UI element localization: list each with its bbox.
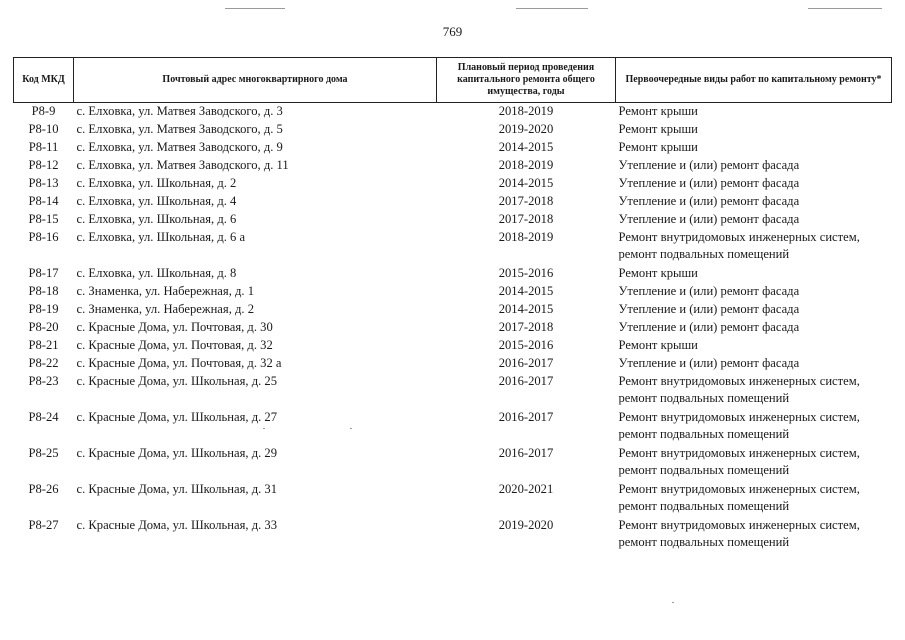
priority-works: Ремонт внутридомовых инженерных систем, ремонт подвальных помещений <box>618 518 860 549</box>
house-address: с. Красные Дома, ул. Школьная, д. 27 <box>76 410 278 424</box>
house-address: с. Красные Дома, ул. Школьная, д. 31 <box>76 482 278 496</box>
repair-period: 2017-2018 <box>498 212 554 226</box>
mkd-code: Р8-15 <box>28 212 59 226</box>
priority-works: Утепление и (или) ремонт фасада <box>618 176 800 190</box>
house-address: с. Елховка, ул. Школьная, д. 8 <box>76 266 237 280</box>
repair-period: 2017-2018 <box>498 194 554 208</box>
repair-period: 2015-2016 <box>498 266 554 280</box>
priority-works: Утепление и (или) ремонт фасада <box>618 356 800 370</box>
repair-period: 2014-2015 <box>498 140 554 154</box>
header-address: Почтовый адрес многоквартирного дома <box>74 58 437 103</box>
table-row <box>14 337 892 355</box>
repair-period: 2015-2016 <box>498 338 554 352</box>
house-address: с. Елховка, ул. Матвея Заводского, д. 3 <box>76 104 283 118</box>
scan-mark <box>225 8 285 9</box>
mkd-code: Р8-14 <box>28 194 59 208</box>
table-row <box>14 373 892 409</box>
table-row <box>14 139 892 157</box>
mkd-code: Р8-25 <box>28 446 59 460</box>
priority-works: Ремонт крыши <box>618 266 698 280</box>
house-address: с. Знаменка, ул. Набережная, д. 1 <box>76 284 254 298</box>
mkd-code: Р8-21 <box>28 338 59 352</box>
repair-period: 2019-2020 <box>498 122 554 136</box>
table-row <box>14 445 892 481</box>
mkd-code: Р8-20 <box>28 320 59 334</box>
header-period: Плановый период проведения капитального ремонта общего имущества, годы <box>437 58 616 103</box>
table-row <box>14 301 892 319</box>
priority-works: Ремонт крыши <box>618 140 698 154</box>
repair-period: 2018-2019 <box>498 158 554 172</box>
priority-works: Ремонт внутридомовых инженерных систем, ремонт подвальных помещений <box>618 230 860 261</box>
priority-works: Утепление и (или) ремонт фасада <box>618 302 800 316</box>
repair-period: 2014-2015 <box>498 284 554 298</box>
house-address: с. Красные Дома, ул. Школьная, д. 33 <box>76 518 278 532</box>
mkd-code: Р8-13 <box>28 176 59 190</box>
priority-works: Утепление и (или) ремонт фасада <box>618 320 800 334</box>
priority-works: Утепление и (или) ремонт фасада <box>618 194 800 208</box>
scan-speck <box>672 602 674 603</box>
mkd-code: Р8-27 <box>28 518 59 532</box>
priority-works: Ремонт крыши <box>618 338 698 352</box>
table-row <box>14 175 892 193</box>
table-row <box>14 193 892 211</box>
priority-works: Ремонт внутридомовых инженерных систем, ремонт подвальных помещений <box>618 482 860 513</box>
table-row <box>14 319 892 337</box>
mkd-code: Р8-22 <box>28 356 59 370</box>
house-address: с. Красные Дома, ул. Школьная, д. 25 <box>76 374 278 388</box>
repair-period: 2017-2018 <box>498 320 554 334</box>
table-row <box>14 121 892 139</box>
table-row <box>14 229 892 265</box>
house-address: с. Елховка, ул. Матвея Заводского, д. 5 <box>76 122 283 136</box>
mkd-code: Р8-11 <box>28 140 59 154</box>
priority-works: Ремонт крыши <box>618 104 698 118</box>
table-header-row <box>14 58 892 103</box>
table-body <box>14 103 892 554</box>
table-row <box>14 103 892 122</box>
repair-period: 2014-2015 <box>498 176 554 190</box>
house-address: с. Красные Дома, ул. Почтовая, д. 32 а <box>76 356 282 370</box>
scan-speck <box>350 428 352 429</box>
scan-mark <box>808 8 882 9</box>
priority-works: Ремонт внутридомовых инженерных систем, ремонт подвальных помещений <box>618 410 860 441</box>
capital-repair-table <box>13 57 892 553</box>
mkd-code: Р8-10 <box>28 122 59 136</box>
repair-period: 2016-2017 <box>498 410 554 424</box>
house-address: с. Красные Дома, ул. Почтовая, д. 32 <box>76 338 273 352</box>
repair-period: 2018-2019 <box>498 104 554 118</box>
priority-works: Утепление и (или) ремонт фасада <box>618 158 800 172</box>
repair-period: 2016-2017 <box>498 374 554 388</box>
table-row <box>14 355 892 373</box>
mkd-code: Р8-9 <box>31 104 56 118</box>
mkd-code: Р8-18 <box>28 284 59 298</box>
house-address: с. Елховка, ул. Матвея Заводского, д. 9 <box>76 140 283 154</box>
scan-speck <box>263 428 265 429</box>
repair-period: 2019-2020 <box>498 518 554 532</box>
mkd-code: Р8-19 <box>28 302 59 316</box>
repair-period: 2014-2015 <box>498 302 554 316</box>
table-row <box>14 265 892 283</box>
house-address: с. Елховка, ул. Школьная, д. 6 а <box>76 230 246 244</box>
repair-period: 2018-2019 <box>498 230 554 244</box>
house-address: с. Красные Дома, ул. Школьная, д. 29 <box>76 446 278 460</box>
house-address: с. Елховка, ул. Матвея Заводского, д. 11 <box>76 158 289 172</box>
priority-works: Утепление и (или) ремонт фасада <box>618 212 800 226</box>
priority-works: Ремонт внутридомовых инженерных систем, ремонт подвальных помещений <box>618 446 860 477</box>
scan-artifact-marks <box>0 8 905 12</box>
table-row <box>14 517 892 553</box>
house-address: с. Елховка, ул. Школьная, д. 6 <box>76 212 237 226</box>
mkd-code: Р8-17 <box>28 266 59 280</box>
table-row <box>14 283 892 301</box>
repair-period: 2016-2017 <box>498 356 554 370</box>
header-works: Первоочередные виды работ по капитальному ремонту* <box>616 58 892 103</box>
header-code: Код МКД <box>14 58 74 103</box>
mkd-code: Р8-26 <box>28 482 59 496</box>
house-address: с. Знаменка, ул. Набережная, д. 2 <box>76 302 254 316</box>
repair-period: 2020-2021 <box>498 482 554 496</box>
priority-works: Ремонт внутридомовых инженерных систем, ремонт подвальных помещений <box>618 374 860 405</box>
page-number: 769 <box>442 24 463 39</box>
priority-works: Ремонт крыши <box>618 122 698 136</box>
table-row <box>14 481 892 517</box>
house-address: с. Елховка, ул. Школьная, д. 2 <box>76 176 237 190</box>
house-address: с. Елховка, ул. Школьная, д. 4 <box>76 194 237 208</box>
priority-works: Утепление и (или) ремонт фасада <box>618 284 800 298</box>
house-address: с. Красные Дома, ул. Почтовая, д. 30 <box>76 320 273 334</box>
mkd-code: Р8-24 <box>28 410 59 424</box>
mkd-code: Р8-12 <box>28 158 59 172</box>
table-row <box>14 409 892 445</box>
scan-mark <box>516 8 588 9</box>
table-row <box>14 157 892 175</box>
repair-period: 2016-2017 <box>498 446 554 460</box>
mkd-code: Р8-16 <box>28 230 59 244</box>
table-row <box>14 211 892 229</box>
mkd-code: Р8-23 <box>28 374 59 388</box>
